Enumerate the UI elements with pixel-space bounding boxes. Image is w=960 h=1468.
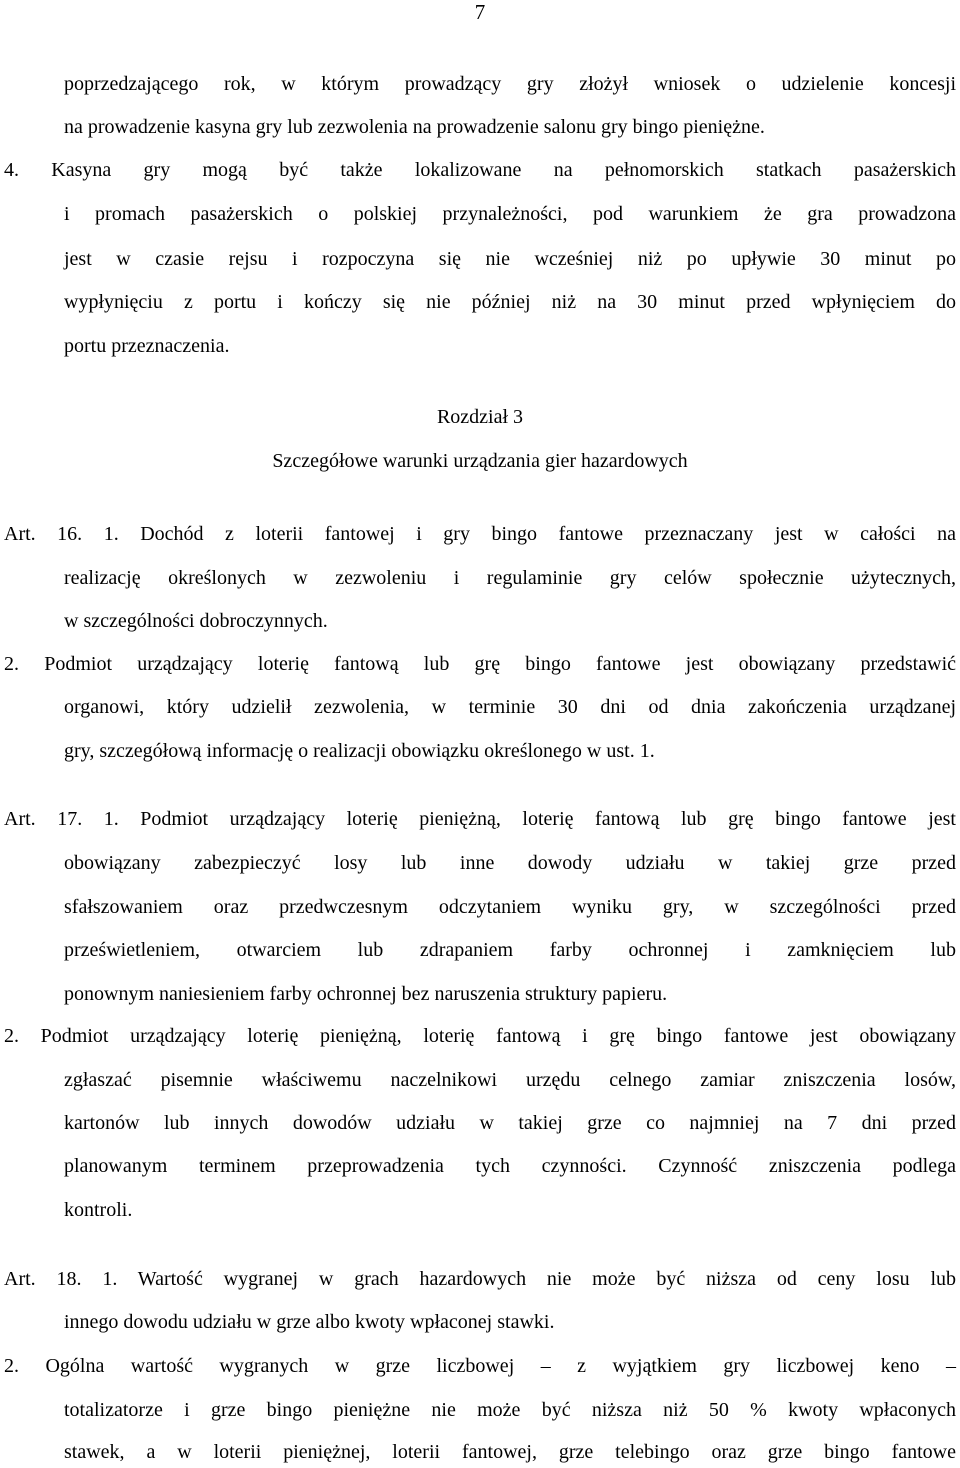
text-line: obowiązany zabezpieczyć losy lub inne dowody udziału w takiej grze przed [64,852,956,874]
text-line: Art. 18. 1. Wartość wygranej w grach hazardowych nie może być niższa od ceny losu lub [4,1268,956,1290]
text-line: totalizatorze i grze bingo pieniężne nie może być niższa niż 50 % kwoty wpłaconych [64,1399,956,1421]
text-line: innego dowodu udziału w grze albo kwoty wpłaconej stawki. [64,1311,555,1333]
text-line: Art. 17. 1. Podmiot urządzający loterię pieniężną, loterię fantową lub grę bingo fantowe jest [4,808,956,830]
text-line: Art. 16. 1. Dochód z loterii fantowej i gry bingo fantowe przeznaczany jest w całości na [4,523,956,545]
text-line: 2. Podmiot urządzający loterię pieniężną, loterię fantową i grę bingo fantowe jest obowiązany [4,1025,956,1047]
text-line: kontroli. [64,1199,133,1221]
text-line: 2. Podmiot urządzający loterię fantową lub grę bingo fantowe jest obowiązany przedstawić [4,653,956,675]
text-line: i promach pasażerskich o polskiej przynależności, pod warunkiem że gra prowadzona [64,203,956,225]
text-line: ponownym naniesieniem farby ochronnej bez naruszenia struktury papieru. [64,983,668,1005]
text-line: kartonów lub innych dowodów udziału w takiej grze co najmniej na 7 dni przed [64,1112,956,1134]
text-line: zgłaszać pisemnie właściwemu naczelnikowi urzędu celnego zamiar zniszczenia losów, [64,1069,956,1091]
text-line: planowanym terminem przeprowadzenia tych czynności. Czynność zniszczenia podlega [64,1155,956,1177]
text-line: sfałszowaniem oraz przedwczesnym odczytaniem wyniku gry, w szczególności przed [64,896,956,918]
text-line: wypłynięciu z portu i kończy się nie później niż na 30 minut przed wpłynięciem do [64,291,956,313]
text-line: 4. Kasyna gry mogą być także lokalizowane na pełnomorskich statkach pasażerskich [4,159,956,181]
text-line: portu przeznaczenia. [64,335,230,357]
text-line: prześwietleniem, otwarciem lub zdrapaniem farby ochronnej i zamknięciem lub [64,939,956,961]
text-line: poprzedzającego rok, w którym prowadzący gry złożył wniosek o udzielenie koncesji [64,73,956,95]
text-line: realizację określonych w zezwoleniu i regulaminie gry celów społecznie użytecznych, [64,567,956,589]
text-line: jest w czasie rejsu i rozpoczyna się nie wcześniej niż po upływie 30 minut po [64,248,956,270]
text-line: na prowadzenie kasyna gry lub zezwolenia na prowadzenie salonu gry bingo pieniężne. [64,116,765,138]
text-line: organowi, który udzielił zezwolenia, w terminie 30 dni od dnia zakończenia urządzanej [64,696,956,718]
chapter-title: Szczegółowe warunki urządzania gier hazardowych [272,450,688,472]
text-line: 2. Ogólna wartość wygranych w grze liczbowej – z wyjątkiem gry liczbowej keno – [4,1355,956,1377]
chapter-number: Rozdział 3 [436,406,524,428]
text-line: stawek, a w loterii pieniężnej, loterii fantowej, grze telebingo oraz grze bingo fantowe [64,1441,956,1463]
text-line: gry, szczegółową informację o realizacji obowiązku określonego w ust. 1. [64,740,655,762]
page-number: 7 [474,0,486,24]
text-line: w szczególności dobroczynnych. [64,610,328,632]
